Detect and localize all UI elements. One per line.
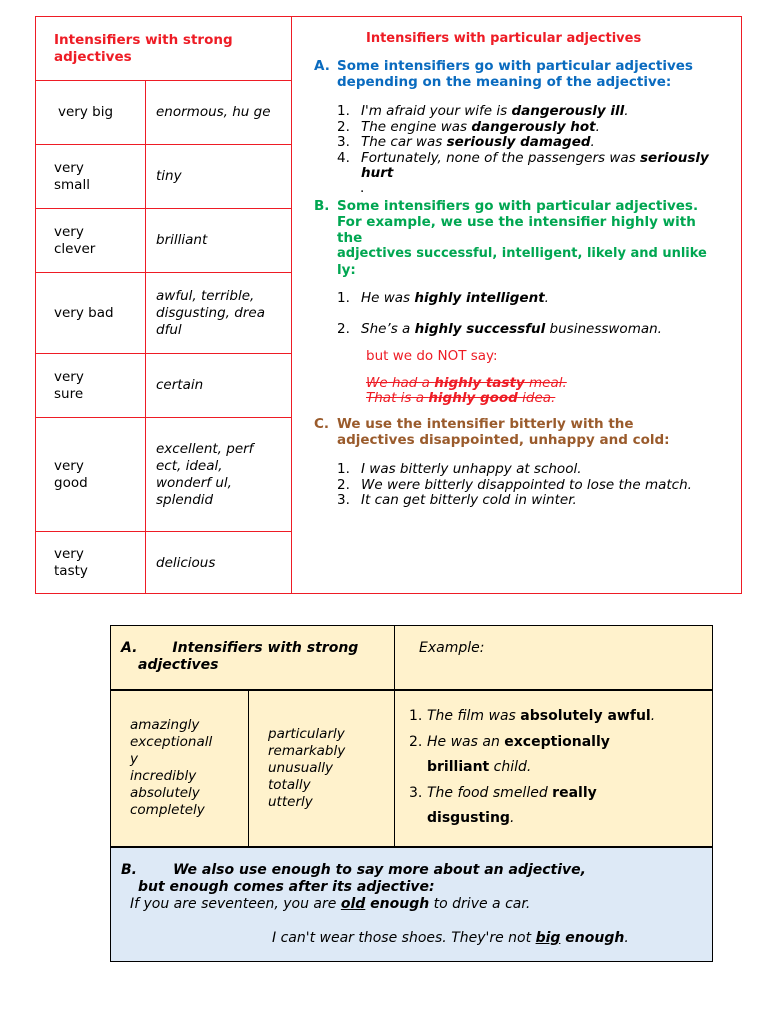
trailing-dot: . bbox=[360, 180, 365, 196]
table-row-strong: delicious bbox=[156, 554, 216, 571]
section-b-heading-line: adjectives successful, intelligent, likely and unlike bbox=[337, 246, 707, 261]
intensifier-list-1 bbox=[130, 717, 212, 819]
section-c-heading-line: adjectives disappointed, unhappy and cold: bbox=[337, 432, 670, 448]
bottom-b-example-1: If you are seventeen, you are old enough to drive a car. bbox=[130, 896, 531, 912]
list-item: 3. The car was seriously damaged. bbox=[337, 134, 595, 150]
table-row-strong: tiny bbox=[156, 168, 182, 184]
list-item: unusually bbox=[268, 760, 334, 776]
section-a-heading-line: depending on the meaning of the adjective: bbox=[337, 74, 672, 90]
section-a-letter: A. bbox=[314, 58, 330, 74]
list-item: absolutely bbox=[130, 785, 200, 801]
list-item: 2. She’s a highly successful businesswoman. bbox=[337, 320, 662, 337]
table-row-word: very sure bbox=[54, 368, 84, 402]
bottom-a-title: A. Intensifiers with strong adjectives bbox=[121, 640, 359, 673]
bottom-intensifiers-box bbox=[110, 625, 713, 962]
bottom-b-example-2: I can't wear those shoes. They're not big enough. bbox=[272, 930, 629, 946]
list-item: 3. The food smelled really bbox=[409, 784, 597, 801]
list-item: remarkably bbox=[268, 743, 346, 759]
table-row-strong: awful, terrible, disgusting, drea dful bbox=[156, 287, 265, 338]
bottom-a-letter: A. bbox=[121, 640, 138, 656]
list-item: particularly bbox=[268, 726, 345, 742]
section-c-heading bbox=[314, 416, 744, 448]
table-row-strong: certain bbox=[156, 377, 204, 393]
table-row-strong: excellent, perf ect, ideal, wonderf ul, splendid bbox=[156, 440, 254, 508]
list-item: y bbox=[130, 751, 138, 767]
list-item: 2. We were bitterly disappointed to lose the match. bbox=[337, 476, 692, 493]
list-item: amazingly bbox=[130, 717, 200, 733]
list-item: totally bbox=[268, 777, 311, 793]
wrong-example: That is a highly good idea. bbox=[366, 390, 556, 406]
box-divider bbox=[111, 846, 712, 848]
column-divider bbox=[291, 17, 292, 593]
table-row-strong: enormous, hu ge bbox=[156, 104, 271, 120]
box-divider bbox=[111, 689, 712, 691]
list-item: brilliant child. bbox=[427, 759, 532, 775]
table-row-word: very tasty bbox=[54, 546, 88, 579]
right-title: Intensifiers with particular adjectives bbox=[366, 31, 642, 46]
bottom-examples bbox=[409, 704, 655, 832]
table-row-word: very big bbox=[58, 104, 114, 120]
list-item: 1. I was bitterly unhappy at school. bbox=[337, 461, 582, 477]
example-label: Example: bbox=[419, 640, 485, 656]
list-item: 2. The engine was dangerously hot. bbox=[337, 118, 600, 135]
list-item: disgusting. bbox=[427, 810, 515, 826]
section-a-heading-line: Some intensifiers go with particular adjectives bbox=[337, 58, 693, 74]
table-row-word: very good bbox=[54, 457, 88, 491]
box-column-divider bbox=[248, 690, 249, 847]
section-b-heading-line: ly: bbox=[337, 262, 356, 278]
section-b-heading-line: the bbox=[337, 230, 363, 246]
section-c-heading-line: We use the intensifier bitterly with the bbox=[337, 416, 634, 432]
section-a-examples bbox=[337, 104, 737, 182]
section-b-heading-line: For example, we use the intensifier highly with bbox=[337, 214, 696, 230]
list-item: 1. He was highly intelligent. bbox=[337, 290, 549, 306]
table-row-word: very clever bbox=[54, 223, 96, 257]
table-row-word: very small bbox=[54, 159, 90, 193]
not-say-label: but we do NOT say: bbox=[366, 348, 498, 364]
wrong-example: We had a highly tasty meal. bbox=[366, 375, 567, 391]
bottom-b-title: B. We also use enough to say more about an adjective, but enough comes after its adjective: bbox=[121, 862, 586, 895]
table-row-strong: brilliant bbox=[156, 232, 208, 248]
section-b-heading-line: Some intensifiers go with particular adjectives. bbox=[337, 198, 699, 214]
list-item: incredibly bbox=[130, 768, 197, 784]
list-item: 2. He was an exceptionally bbox=[409, 733, 610, 750]
section-c-letter: C. bbox=[314, 416, 330, 432]
section-b-examples bbox=[337, 291, 737, 337]
list-item: 1. The film was absolutely awful. bbox=[409, 708, 656, 724]
section-b-heading bbox=[314, 198, 746, 278]
box-column-divider bbox=[394, 626, 395, 847]
table-row-word: very bad bbox=[54, 304, 114, 321]
left-title: Intensifiers with strong adjectives bbox=[54, 32, 233, 65]
bottom-b-letter: B. bbox=[121, 862, 137, 878]
intensifier-list-2 bbox=[268, 726, 345, 811]
list-item: 4. Fortunately, none of the passengers was seriously hurt bbox=[337, 149, 709, 181]
section-b-letter: B. bbox=[314, 198, 330, 214]
section-c-examples bbox=[337, 462, 737, 509]
list-item: 1. I'm afraid your wife is dangerously ill. bbox=[337, 103, 629, 119]
list-item: 3. It can get bitterly cold in winter. bbox=[337, 492, 577, 508]
list-item: completely bbox=[130, 802, 205, 818]
list-item: exceptionall bbox=[130, 734, 213, 750]
list-item: utterly bbox=[268, 794, 313, 810]
section-a-heading bbox=[314, 58, 744, 90]
